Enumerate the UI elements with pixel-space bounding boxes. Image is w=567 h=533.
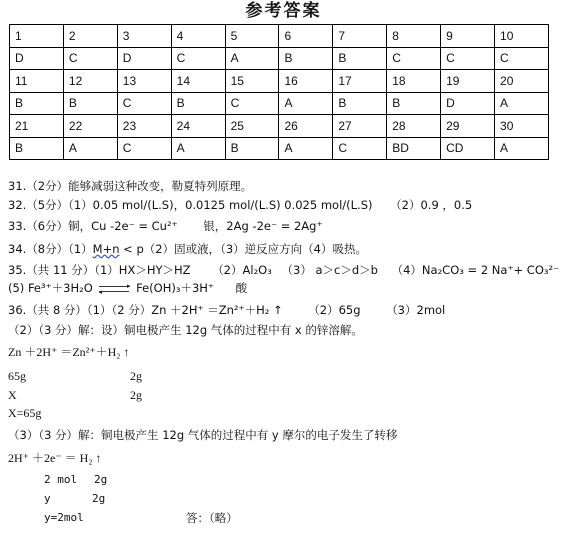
answer-cell: B [387,92,441,115]
calc1-row2 [8,387,142,403]
answer-36-part1: 36.（共 8 分）（1）（2 分）Zn ＋2H⁺ ＝Zn²⁺＋H₂ ↑ [8,303,283,317]
answer-36-part3: （3）2mol [386,303,446,317]
answer-cell: A [63,137,117,160]
question-number-cell: 24 [171,115,225,138]
answer-cell: B [225,137,279,160]
question-number-row [10,70,549,93]
answer-31: 31.（2分）能够减弱这种改变，勒夏特列原理。 [8,179,253,193]
answer-table [9,24,549,160]
answer-32-part2: （2）0.9 ，0.5 [390,198,473,212]
answer-cell: B [10,92,64,115]
answer-32-part1: 32.（5分）（1）0.05 mol/(L.S)，0.0125 mol/(L.S) 0.025 mol/(L.S) [8,198,373,212]
answer-34-prefix: 34.（8分）（1） [8,242,93,256]
answer-cell: C [441,47,495,70]
question-number-cell: 12 [63,70,117,93]
answer-cell: C [495,47,549,70]
question-number-cell: 16 [279,70,333,93]
answer-cell: A [225,47,279,70]
answer-cell: B [171,92,225,115]
question-number-cell: 28 [387,115,441,138]
answer-34-rest: < p（2）固或液，（3）逆反应方向（4）吸热。 [119,242,367,256]
answer-cell: A [495,92,549,115]
question-number-cell: 15 [225,70,279,93]
answer-cell: C [117,92,171,115]
question-number-cell: 9 [441,25,495,48]
question-number-cell: 22 [63,115,117,138]
calc1-result: X=65g [8,406,42,420]
answer-cell: A [279,92,333,115]
question-number-cell: 30 [495,115,549,138]
question-number-cell: 17 [333,70,387,93]
answer-cell: BD [387,137,441,160]
question-number-cell: 5 [225,25,279,48]
answer-cell: D [117,47,171,70]
calc1-equation: Zn ＋2H⁺ ＝Zn²⁺＋H₂ ↑ [8,345,130,359]
answer-cell: A [495,137,549,160]
answer-35-5 [8,280,247,296]
calc1-x: X [8,388,17,402]
answer-35-part2: （2）Al₂O₃ [212,263,272,277]
answer-cell: B [279,47,333,70]
answer-32 [8,197,472,213]
calc2-result-row [44,510,238,526]
question-number-cell: 4 [171,25,225,48]
question-number-row [10,25,549,48]
question-number-cell: 18 [387,70,441,93]
question-number-row [10,115,549,138]
question-number-cell: 29 [441,115,495,138]
calc2-row2 [44,491,106,507]
answer-36-3: （3）（3 分）解：铜电极产生 12g 气体的过程中有 y 摩尔的电子发生了转移 [8,428,398,442]
answer-cell: C [171,47,225,70]
question-number-cell: 21 [10,115,64,138]
question-number-cell: 19 [441,70,495,93]
answer-36-part2: （2）65g [308,303,361,317]
answer-cell: C [225,92,279,115]
calc2-answer: 答：（略） [186,511,238,525]
page-title: 参考答案 [245,1,322,21]
answer-cell: D [10,47,64,70]
calc1-zn-mass: 65g [8,369,26,383]
answer-35-part4: （4）Na₂CO₃ = 2 Na⁺+ CO₃²⁻ [391,263,560,277]
answer-cell: CD [441,137,495,160]
question-number-cell: 14 [171,70,225,93]
answer-cell: A [171,137,225,160]
answer-row [10,137,549,160]
answer-cell: B [10,137,64,160]
answer-cell: B [333,47,387,70]
answer-cell: C [117,137,171,160]
question-number-cell: 26 [279,115,333,138]
question-number-cell: 2 [63,25,117,48]
answer-cell: B [63,92,117,115]
calc2-row1 [44,472,108,488]
answer-36-2: （2）（3 分）解：设）铜电极产生 12g 气体的过程中有 x 的锌溶解。 [8,323,363,337]
answer-35 [8,262,559,278]
hydrolysis-products: Fe(OH)₃＋3H⁺ [136,281,215,295]
calc1-h2-given: 2g [130,388,142,402]
answer-cell: C [333,137,387,160]
calc2-result: y=2mol [44,511,84,524]
answer-cell: C [387,47,441,70]
calc1-row1 [8,368,142,384]
answer-34-mn: M+n [92,242,120,256]
answer-cell: B [333,92,387,115]
hydrolysis-acidity: 酸 [235,281,248,295]
calc2-h2-mass: 2g [94,473,108,486]
calc2-electron-mol: 2 mol [44,473,78,486]
answer-cell: D [441,92,495,115]
question-number-cell: 13 [117,70,171,93]
hydrolysis-reactants: (5) Fe³⁺＋3H₂O [8,281,93,295]
answer-row [10,47,549,70]
answer-33-copper: 33.（6分）铜，Cu -2e⁻ = Cu²⁺ [8,219,178,233]
answer-33-silver: 银，2Ag -2e⁻ = 2Ag⁺ [203,219,323,233]
calc2-h2-given: 2g [92,492,106,505]
question-number-cell: 10 [495,25,549,48]
question-number-cell: 7 [333,25,387,48]
calc2-y: y [44,492,51,505]
question-number-cell: 25 [225,115,279,138]
question-number-cell: 23 [117,115,171,138]
question-number-cell: 8 [387,25,441,48]
answer-35-part1: 35.（共 11 分）（1）HX＞HY＞HZ [8,263,191,277]
answer-34 [8,241,367,257]
question-number-cell: 11 [10,70,64,93]
answer-36-1 [8,302,445,318]
question-number-cell: 27 [333,115,387,138]
question-number-cell: 20 [495,70,549,93]
answer-cell: A [279,137,333,160]
answer-35-part3: （3） a＞c＞d＞b [281,263,378,277]
answer-33 [8,218,323,234]
answer-row [10,92,549,115]
answer-cell: C [63,47,117,70]
calc1-h2-mass: 2g [130,369,142,383]
question-number-cell: 1 [10,25,64,48]
question-number-cell: 6 [279,25,333,48]
calc2-equation: 2H⁺ ＋2e⁻ ＝ H₂ ↑ [8,451,102,465]
equilibrium-arrow-icon: ▸ ◂ [98,281,131,296]
question-number-cell: 3 [117,25,171,48]
